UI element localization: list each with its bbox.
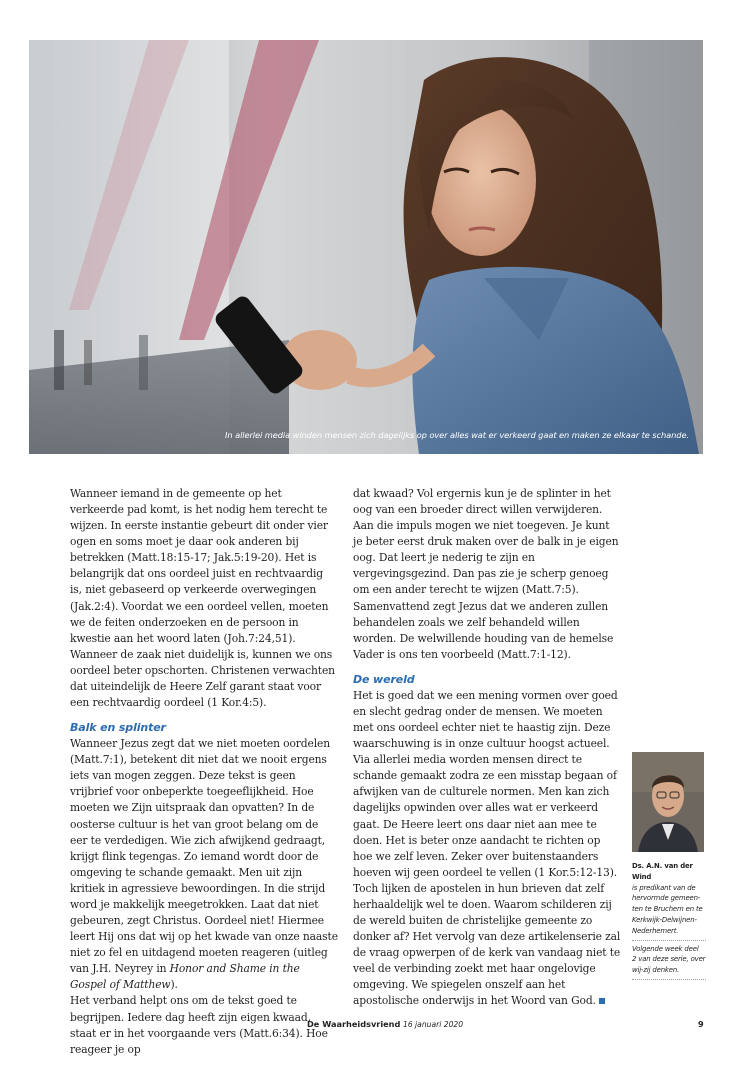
- article-column-left: [70, 486, 338, 1058]
- photo-caption: In allerlei media winden mensen zich dagelijks op over alles wat er verkeerd gaat en maken ze elkaar te schande.: [225, 430, 689, 440]
- paragraph-text: Toch lijken de apostelen in hun brieven dat zelf herhaaldelijk wel te doen. Waarom schilderen zij de wereld buiten de christelijke gemeente zo donker af? Het vervolg van deze artikelenserie zal de vraag opwerpen of de kerk van vandaag niet te veel de verbinding zoekt met haar ongelovige omgeving. We spiegelen onszelf aan het apostolische onderwijs in het Woord van God.: [353, 881, 621, 1008]
- footer-magazine: [307, 1019, 463, 1029]
- spacer: [70, 711, 338, 720]
- paragraph: [70, 736, 338, 993]
- paragraph: Wanneer iemand in de gemeente op het verkeerde pad komt, is het nodig hem terecht te wijzen. In eerste instantie gebeurt dit onder vier ogen en soms moet je daar ook anderen bij betrekken (Matt.18:15-17; Jak.5:19-20). Het is belangrijk dat ons oordeel juist en rechtvaardig is, niet gebaseerd op verkeerde overwegingen (Jak.2:4). Voordat we een oordeel vellen, moeten we de feiten onderzoeken en de persoon in kwestie aan het woord laten (Joh.7:24,51). Wanneer de zaak niet duidelijk is, kunnen we ons oordeel beter opschorten. Christenen verwachten dat uiteindelijk de Heere Zelf garant staat voor een rechtvaardig oordeel (1 Kor.4:5).: [70, 487, 335, 710]
- divider: [632, 940, 706, 941]
- issue-date: 16 januari 2020: [402, 1020, 464, 1029]
- subheading-balk-en-splinter: Balk en splinter: [70, 721, 166, 735]
- author-description-line: Kerkwijk-Delwijnen-: [632, 915, 697, 924]
- book-title: Honor and Shame in the Gospel of Matthew: [70, 962, 300, 992]
- hero-photo: [29, 40, 703, 454]
- spacer: [353, 663, 621, 672]
- next-part-line: wij-zij denken.: [632, 966, 680, 975]
- paragraph: [353, 881, 621, 1010]
- author-description-line: ten te Bruchem en te: [632, 905, 703, 914]
- paragraph: Het verband helpt ons om de tekst goed te begrijpen. Iedere dag heeft zijn eigen kwaad, staat er in het voorgaande vers (Matt.6:34). Hoe reageer je op: [70, 994, 328, 1056]
- end-mark-icon: [599, 998, 605, 1004]
- author-description-line: Nederhemert.: [632, 926, 679, 935]
- paragraph: dat kwaad? Vol ergernis kun je de splinter in het oog van een broeder direct willen verwijderen. Aan die impuls mogen we niet toegeven. Je kunt je beter eerst druk maken over de balk in je eigen oog. Dat leert je nederig te zijn en vergevingsgezind. Dan pas zie je scherp genoeg om een ander terecht te wijzen (Matt.7:5). Samenvattend zegt Jezus dat we anderen zullen behandelen zoals we zelf behandeld willen worden. De welwillende houding van de hemelse Vader is ons ten voorbeeld (Matt.7:1-12).: [353, 487, 619, 661]
- paragraph: Het is goed dat we een mening vormen over goed en slecht gedrag onder de mensen. We moeten met ons oordeel echter niet te haastig zijn. Deze waarschuwing is in onze cultuur hoogst actueel. Via allerlei media worden mensen direct te schande gemaakt zodra ze een misstap begaan of afwijken van de culturele normen. Men kan zich dagelijks opwinden over alles wat er verkeerd gaat. De Heere leert ons daar niet aan mee te doen. Het is beter onze aandacht te richten op hoe we zelf leven. Zeker over buitenstaanders hoeven wij geen oordeel te vellen (1 Kor.5:12-13).: [353, 688, 618, 879]
- paragraph-text: ).: [170, 978, 178, 992]
- paragraph-text: Wanneer Jezus zegt dat we niet moeten oordelen (Matt.7:1), betekent dit niet dat we nooit ergens iets van mogen zeggen. Deze tekst is geen vrijbrief voor onbeperkte toegeeflijkheid. Hoe moeten we Zijn uitspraak dan opvatten? In de oosterse cultuur is het van groot belang om de eer te verdedigen. Wie zich afwijkend gedraagt, krijgt flink tegengas. Zo iemand wordt door de omgeving te schande gemaakt. Men uit zijn kritiek in agressieve bewoordingen. In die strijd word je makkelijk meegetrokken. Laat dat niet gebeuren, zegt Christus. Oordeel niet! Hiermee leert Hij ons dat wij op het kwade van onze naaste niet zo fel en uitdagend moeten reageren (uitleg van J.H. Neyrey in: [70, 737, 338, 976]
- magazine-name: De Waarheidsvriend: [307, 1019, 401, 1029]
- author-info: [632, 861, 706, 983]
- subheading-de-wereld: De wereld: [353, 672, 415, 686]
- author-description-line: is predikant van de: [632, 883, 696, 892]
- photo-illustration: [29, 40, 703, 454]
- next-part-line: Volgende week deel: [632, 944, 699, 953]
- divider: [632, 979, 706, 980]
- article-column-middle: [353, 486, 621, 1010]
- author-portrait: [632, 752, 704, 852]
- author-portrait-illustration: [632, 752, 704, 852]
- author-description-line: hervormde gemeen-: [632, 894, 701, 903]
- page-number: 9: [698, 1019, 704, 1029]
- author-name: Ds. A.N. van der Wind: [632, 862, 693, 881]
- next-part-line: 2 van deze serie, over: [632, 955, 706, 964]
